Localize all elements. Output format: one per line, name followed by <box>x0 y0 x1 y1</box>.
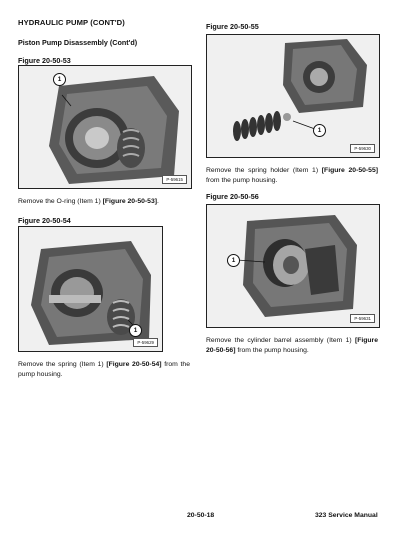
paragraph-54: Remove the spring (Item 1) [Figure 20-50-54] from the pump housing. <box>18 361 190 378</box>
figure-54-callout: 1 <box>129 324 142 337</box>
figure-55-title: Figure 20-50-55 <box>206 22 259 31</box>
subsection-title: Piston Pump Disassembly (Cont'd) <box>18 38 138 47</box>
figure-53-callout: 1 <box>53 73 66 86</box>
paragraph-55: Remove the spring holder (Item 1) [Figure 20-50-55] from the pump housing. <box>206 167 378 184</box>
figure-54-photo <box>18 226 163 352</box>
figure-53-photo-code: P-59615 <box>162 175 187 184</box>
figure-56-title: Figure 20-50-56 <box>206 192 259 201</box>
figure-56-photo-code: P-59631 <box>350 314 375 323</box>
pump-housing-oring-image <box>19 66 191 188</box>
figure-54-title: Figure 20-50-54 <box>18 216 71 225</box>
figure-56-callout: 1 <box>227 254 240 267</box>
figure-55-photo <box>206 34 380 158</box>
figure-53-title: Figure 20-50-53 <box>18 56 71 65</box>
manual-title: 323 Service Manual <box>315 512 378 519</box>
paragraph-56: Remove the cylinder barrel assembly (Item 1) [Figure 20-50-56] from the pump housing. <box>206 337 378 354</box>
section-title: HYDRAULIC PUMP (CONT'D) <box>18 18 125 27</box>
paragraph-53: Remove the O-ring (Item 1) [Figure 20-50-53]. <box>18 198 159 205</box>
figure-56-photo <box>206 204 380 328</box>
page-number: 20-50-18 <box>187 512 215 519</box>
figure-54-photo-code: P-59629 <box>133 338 158 347</box>
figure-55-callout: 1 <box>313 124 326 137</box>
spring-holder-image <box>207 35 379 157</box>
figure-55-photo-code: P-59630 <box>350 144 375 153</box>
figure-53-photo <box>18 65 192 189</box>
